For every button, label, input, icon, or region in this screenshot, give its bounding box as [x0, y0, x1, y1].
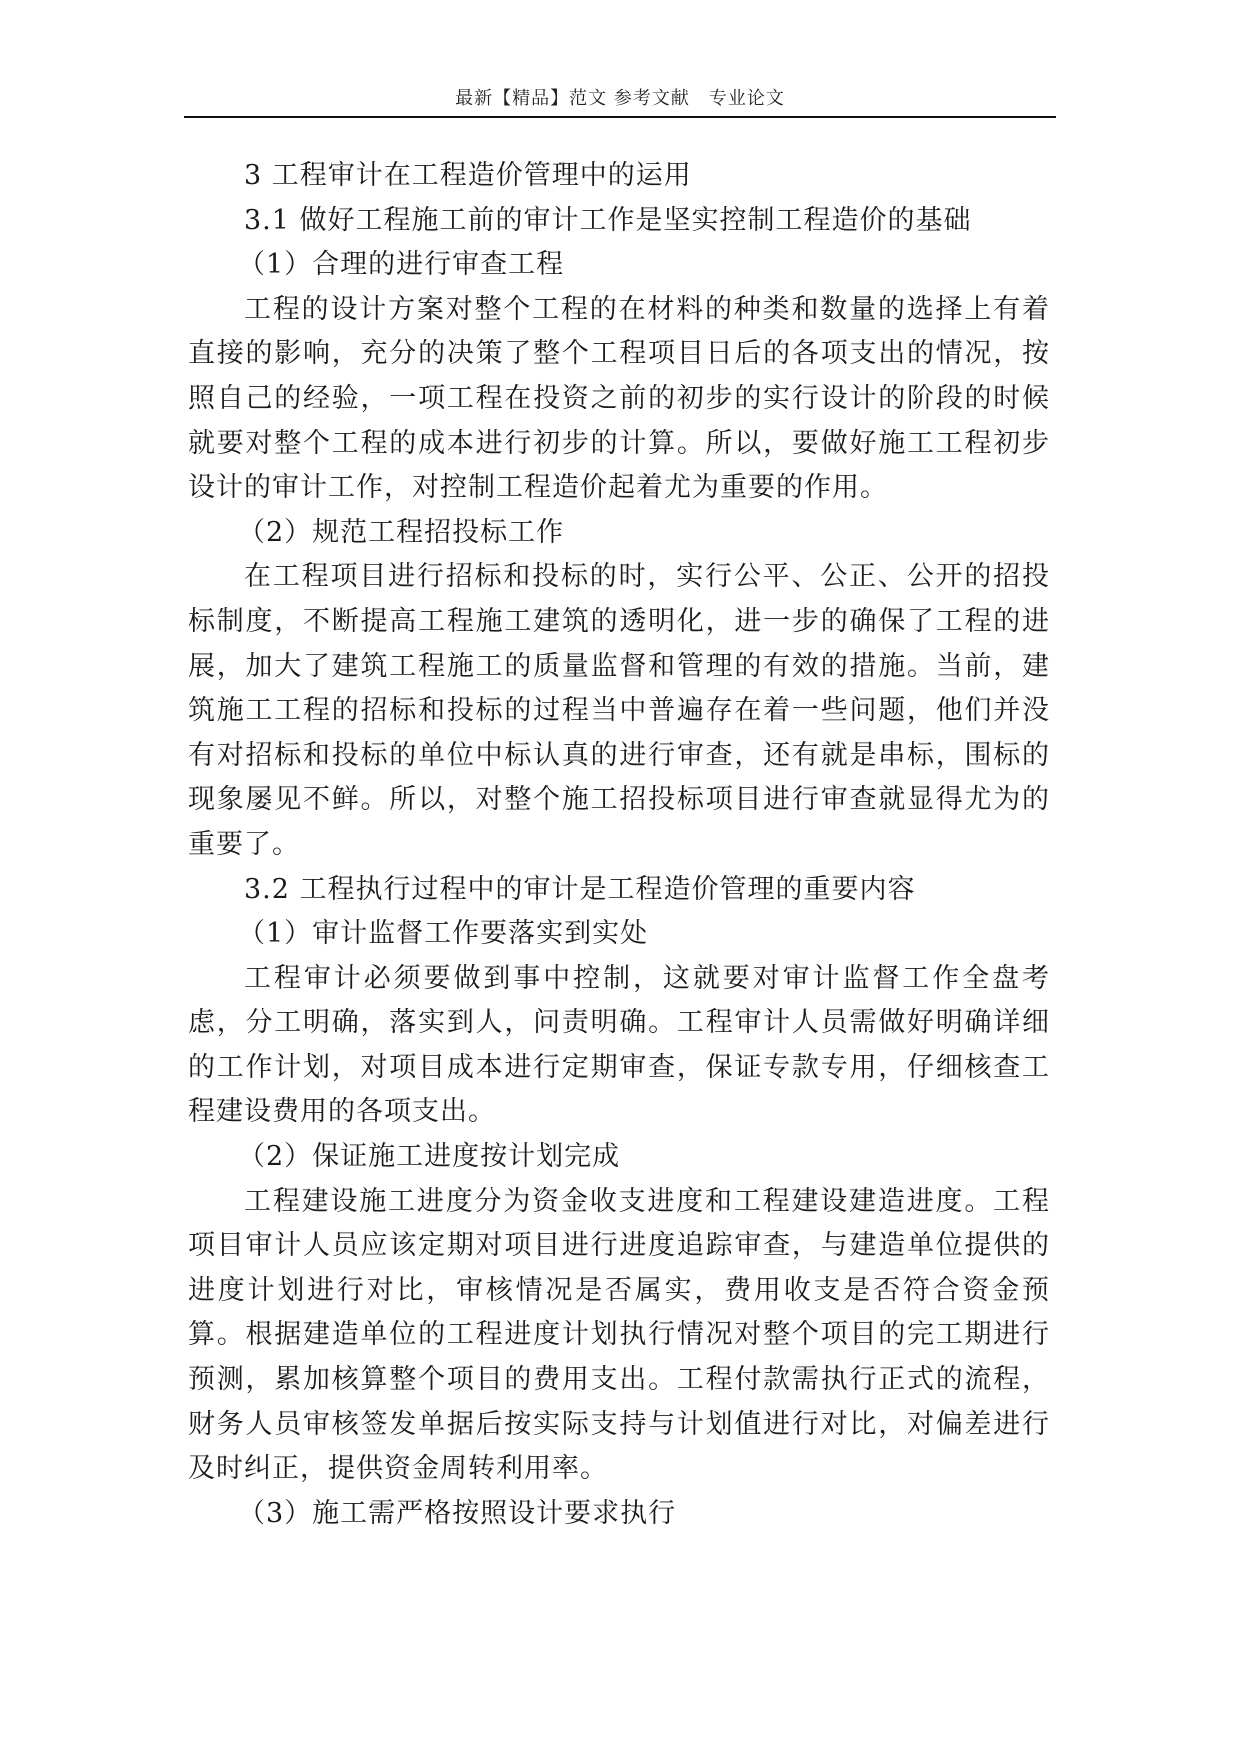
header-divider: [184, 116, 1056, 118]
item-heading: （1）合理的进行审查工程: [238, 249, 565, 281]
paragraph: 工程的设计方案对整个工程的在材料的种类和数量的选择上有着直接的影响，充分的决策了整个工程项目日后的各项支出的情况，按照自己的经验，一项工程在投资之前的初步的实行设计的阶段的时候就要对整个工程的成本进行初步的计算。所以，要做好施工工程初步设计的审计工作，对控制工程造价起着尤为重要的作用。: [188, 293, 1050, 504]
item-heading: （2）保证施工进度按计划完成: [238, 1141, 621, 1173]
section-heading: 3 工程审计在工程造价管理中的运用: [244, 160, 692, 191]
page-header: 最新【精品】范文 参考文献 专业论文: [455, 88, 785, 109]
paragraph: 工程审计必须要做到事中控制，这就要对审计监督工作全盘考虑，分工明确，落实到人，问责明确。工程审计人员需做好明确详细的工作计划，对项目成本进行定期审查，保证专款专用，仔细核查工程建设费用的各项支出。: [188, 962, 1050, 1128]
item-heading: （2）规范工程招投标工作: [238, 516, 565, 548]
item-heading: （1）审计监督工作要落实到实处: [238, 918, 649, 950]
document-body: [188, 154, 1050, 1536]
paragraph: 工程建设施工进度分为资金收支进度和工程建设建造进度。工程项目审计人员应该定期对项目进行进度追踪审查，与建造单位提供的进度计划进行对比，审核情况是否属实，费用收支是否符合资金预算。根据建造单位的工程进度计划执行情况对整个项目的完工期进行预测，累加核算整个项目的费用支出。工程付款需执行正式的流程，财务人员审核签发单据后按实际支持与计划值进行对比，对偏差进行及时纠正，提供资金周转利用率。: [188, 1185, 1050, 1485]
paragraph: 在工程项目进行招标和投标的时，实行公平、公正、公开的招投标制度，不断提高工程施工建筑的透明化，进一步的确保了工程的进展，加大了建筑工程施工的质量监督和管理的有效的措施。当前，建筑施工工程的招标和投标的过程当中普遍存在着一些问题，他们并没有对招标和投标的单位中标认真的进行审查，还有就是串标，围标的现象屡见不鲜。所以，对整个施工招投标项目进行审查就显得尤为的重要了。: [188, 561, 1050, 860]
subsection-heading: 3.2 工程执行过程中的审计是工程造价管理的重要内容: [244, 873, 916, 905]
subsection-heading: 3.1 做好工程施工前的审计工作是坚实控制工程造价的基础: [244, 204, 972, 236]
item-heading: （3）施工需严格按照设计要求执行: [238, 1497, 677, 1529]
